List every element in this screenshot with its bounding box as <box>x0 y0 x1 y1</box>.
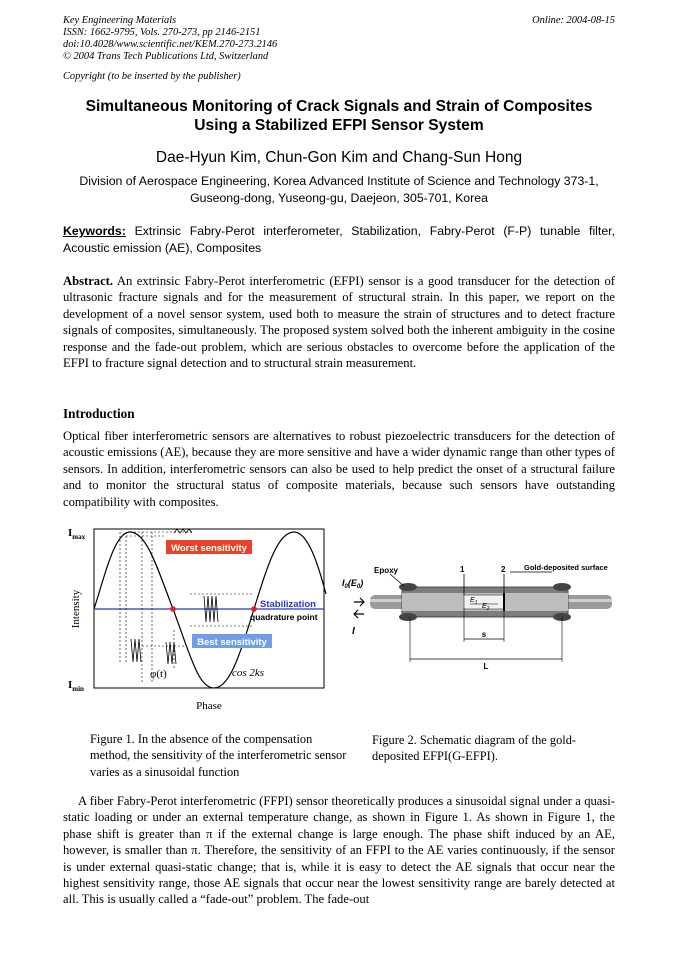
keywords-label: Keywords: <box>63 224 126 238</box>
figure2-s-label: s <box>481 630 487 639</box>
figure2-epoxy-top-right <box>553 583 571 591</box>
figure1-dashed-guides <box>120 532 254 684</box>
introduction-heading: Introduction <box>63 406 135 421</box>
keywords-text: Extrinsic Fabry-Perot interferometer, Stabilization, Fabry-Perot (F-P) tunable filter, Acoustic emission (AE), Composites <box>63 224 616 255</box>
figure1-quadrature-dot-left <box>170 606 176 612</box>
figure1-sine-curve <box>94 532 326 688</box>
online-date: Online: 2004-08-15 <box>532 15 615 26</box>
figure1-imin-label: $I_{min}$ <box>68 679 84 693</box>
figure1-worst-label: Worst sensitivity <box>171 543 247 554</box>
paper-authors: Dae-Hyun Kim, Chun-Gon Kim and Chang-Sun Hong <box>155 149 523 166</box>
figure1-stabilization-label: Stabilization <box>260 599 316 610</box>
journal-issn: ISSN: 1662-9795, Vols. 270-273, pp 2146-2151 <box>63 27 261 38</box>
body-paragraph: A fiber Fabry-Perot interferometric (FFPI) sensor theoretically produces a sinusoidal signal under a quasi-static loading or under an external temperature change, as shown in Figure 1. As shown in Figure 1, the phase shift is greater than π if the external change is large enough. The phase shift induced by an AE, however, is smaller than π. Therefore, the sensitivity of an FFPI to the AE varies continuously, if the sensor is under external quasi-static change; that is, while it is easy to detect the AE signals that occur near the highest sensitivity range, those AE signals that occur near the lowest sensitivity range are barely detected at all. This is usually called a “fade-out” problem. The fade-out <box>63 794 615 907</box>
keywords <box>63 223 615 256</box>
figure2-label-1: 1 <box>460 565 465 574</box>
figure2-gold-label: Gold-deposited surface <box>524 563 608 572</box>
paper-title: Simultaneous Monitoring of Crack Signals and Strain of Composites Using a Stabilized EFPI Sensor System <box>85 98 593 134</box>
figure1-ylabel: Intensity <box>70 589 82 629</box>
journal-name: Key Engineering Materials <box>63 15 177 26</box>
figure1-quadrature-label: quadrature point <box>250 612 318 622</box>
introduction-text: Optical fiber interferometric sensors are alternatives to robust piezoelectric transducers for the detection of acoustic emissions (AE), because they are more sensitive and have a wider dynamic range than other types of sensors. In addition, interferometric sensors can also be used to help predict the onset of a structural failure and to monitor the structural status of composite materials, because such sensors have outstanding compatibility with composites. <box>63 429 615 509</box>
figure1-imax-label: $I_{max}$ <box>68 527 86 541</box>
copyright-line: Copyright (to be inserted by the publisher) <box>63 71 241 82</box>
figure1-sensitivity-plot <box>64 524 330 719</box>
figure1-quadrature-dot-right <box>251 606 257 612</box>
journal-header <box>63 15 615 83</box>
abstract <box>63 273 615 371</box>
journal-doi: doi:10.4028/www.scientific.net/KEM.270-273.2146 <box>63 39 278 50</box>
figure2-gefpi-schematic <box>340 562 616 674</box>
figure2-input-arrow <box>354 598 364 606</box>
figure1-xlabel: Phase <box>196 700 222 712</box>
figure1-phi-label: φ(t) <box>150 668 167 680</box>
figure1-best-label: Best sensitivity <box>197 637 267 648</box>
abstract-text: An extrinsic Fabry-Perot interferometric (EFPI) sensor is a good transducer for the detection of ultrasonic fracture signals and for the measurement of structural strain. In this paper, we report on the development of a novel sensor system, used both to measure the strain of structures and to detect fracture signals of composites, simultaneously. The proposed system solved both the inherent ambiguity in the cosine response and the fade-out problem, which are serious obstacles to overcome before the application of the EFPI to fracture signal detection and to structural strain measurement. <box>63 274 615 371</box>
figure2-l-label: L <box>483 662 489 671</box>
journal-publisher: © 2004 Trans Tech Publications Ltd, Switzerland <box>63 51 269 62</box>
figure2-output-arrow <box>354 610 364 618</box>
figure1-caption: Figure 1. In the absence of the compensation method, the sensitivity of the interferometric sensor varies as a sinusoidal function <box>90 732 347 779</box>
figure2-i0-label: $I_0(E_0)$ <box>342 578 364 590</box>
figure2-i-out-label: I <box>352 626 355 637</box>
figure1-cos-label: cos 2ks <box>232 667 265 679</box>
figure2-caption: Figure 2. Schematic diagram of the gold-deposited EFPI(G-EFPI). <box>372 733 577 764</box>
abstract-label: Abstract. <box>63 274 114 288</box>
paper-affiliation: Division of Aerospace Engineering, Korea Advanced Institute of Science and Technology 373-1, Guseong-dong, Yuseong-gu, Daejeon, 305-701, Korea <box>79 174 599 205</box>
figure2-e1-label: $E_1$ <box>470 597 478 606</box>
figure2-epoxy-label: Epoxy <box>374 566 399 575</box>
figure2-e2-label: $E_2$ <box>482 603 490 612</box>
figure2-label-2: 2 <box>501 565 506 574</box>
